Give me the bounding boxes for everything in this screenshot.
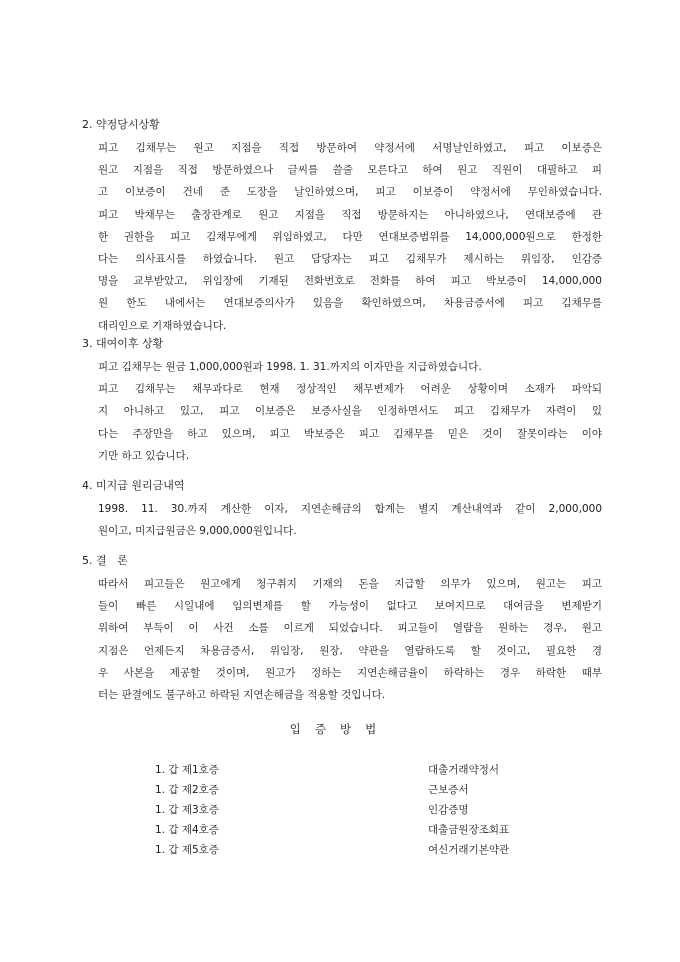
evidence-item (155, 842, 555, 862)
evidence-item (155, 782, 555, 802)
evidence-description: 여신거래기본약관 (428, 844, 510, 856)
paragraph-line: 기만 하고 있습니다. (98, 449, 190, 462)
paragraph-line: 지 아니하고 있고, 피고 이보증은 보증사실을 인정하면서도 피고 김채무가 자력이 있 (98, 405, 602, 418)
evidence-item (155, 802, 555, 822)
evidence-description: 대출금원장조회표 (428, 824, 510, 836)
paragraph-line: 한 권한을 피고 김채무에게 위임하였고, 다만 연대보증범위를 14,000,000원으로 한정한 (98, 230, 602, 243)
paragraph-line: 명을 교부받았고, 위임장에 기재된 전화번호로 전화를 하여 피고 박보증이 14,000,000 (98, 275, 602, 288)
section-paragraph (98, 498, 602, 542)
evidence-title: 입증방법 (289, 722, 391, 736)
section-conclusion (82, 554, 602, 706)
paragraph-line: 피고 김채무는 채무과다로 현재 정상적인 채무변제가 어려운 상황이며 소재가 파악되 (98, 383, 602, 396)
paragraph-line: 다는 주장만을 하고 있으며, 피고 박보증은 피고 김채무를 믿은 것이 잘못이라는 이야 (98, 427, 602, 440)
section-heading: 4. 미지급 원리금내역 (82, 479, 185, 492)
paragraph-line: 따라서 피고들은 원고에게 청구취지 기재의 돈을 지급할 의무가 있으며, 원고는 피고 (98, 578, 602, 590)
section-post-loan-status (82, 337, 602, 467)
paragraph-line: 원 한도 내에서는 연대보증의사가 있음을 확인하였으며, 차용금증서에 피고 김채무를 (98, 297, 602, 310)
section-unpaid-principal-interest (82, 479, 602, 542)
paragraph-line: 피고 김채무는 원금 1,000,000원과 1998. 1. 31.까지의 이자만을 지급하였습니다. (98, 361, 482, 373)
paragraph-line: 원고 지점을 직접 방문하였으나 글씨를 쓸줄 모른다고 하여 원고 직원이 대필하고 피 (98, 164, 602, 177)
section-agreement-circumstances (82, 118, 602, 337)
paragraph-line: 위하여 부득이 이 사건 소를 이르게 되었습니다. 피고들이 열람을 원하는 경우, 원고 (98, 622, 602, 635)
paragraph-line: 1998. 11. 30.까지 계산한 이자, 지연손해금의 합계는 별지 계산내역과 같이 2,000,000 (98, 503, 602, 515)
evidence-code: 1. 갑 제3호증 (155, 804, 219, 816)
evidence-item (155, 822, 555, 842)
section-heading: 3. 대여이후 상황 (82, 337, 164, 350)
section-paragraph (98, 137, 602, 337)
paragraph-line: 지점은 언제든지 차용금증서, 위임장, 원장, 약관을 열람하도록 할 것이고, 필요한 경 (98, 644, 602, 657)
paragraph-line: 터는 판결에도 불구하고 하락된 지연손해금을 적용할 것입니다. (98, 689, 386, 702)
evidence-code: 1. 갑 제5호증 (155, 844, 219, 856)
paragraph-line: 고 이보증이 건네 준 도장을 날인하였으며, 피고 이보증이 약정서에 무인하였습니다. (98, 186, 602, 199)
section-heading: 2. 약정당시상황 (82, 118, 160, 131)
section-paragraph (98, 356, 602, 467)
paragraph-line: 다는 의사표시를 하였습니다. 원고 담당자는 피고 김채무가 제시하는 위임장, 인감증 (98, 253, 602, 266)
evidence-code: 1. 갑 제1호증 (155, 764, 219, 776)
evidence-code: 1. 갑 제4호증 (155, 824, 219, 836)
section-heading: 5. 결 론 (82, 554, 128, 567)
section-paragraph (98, 573, 602, 706)
paragraph-line: 우 사본을 제공할 것이며, 원고가 정하는 지연손해금율이 하락하는 경우 하락한 때부 (98, 666, 602, 679)
evidence-code: 1. 갑 제2호증 (155, 784, 219, 796)
paragraph-line: 대리인으로 기재하였습니다. (98, 319, 227, 332)
evidence-description: 근보증서 (428, 784, 469, 796)
evidence-item (155, 762, 555, 782)
paragraph-line: 들이 빠른 시일내에 임의변제를 할 가능성이 없다고 보여지므로 대여금을 변제받기 (98, 600, 602, 613)
paragraph-line: 피고 박채무는 출장관계로 원고 지점을 직접 방문하지는 아니하였으나, 연대보증에 관 (98, 208, 602, 221)
evidence-description: 대출거래약정서 (428, 764, 500, 776)
paragraph-line: 원이고, 미지급원금은 9,000,000원입니다. (98, 525, 297, 538)
evidence-description: 인감증명 (428, 804, 469, 816)
paragraph-line: 피고 김채무는 원고 지점을 직접 방문하여 약정서에 서명날인하였고, 피고 이보증은 (98, 142, 602, 154)
